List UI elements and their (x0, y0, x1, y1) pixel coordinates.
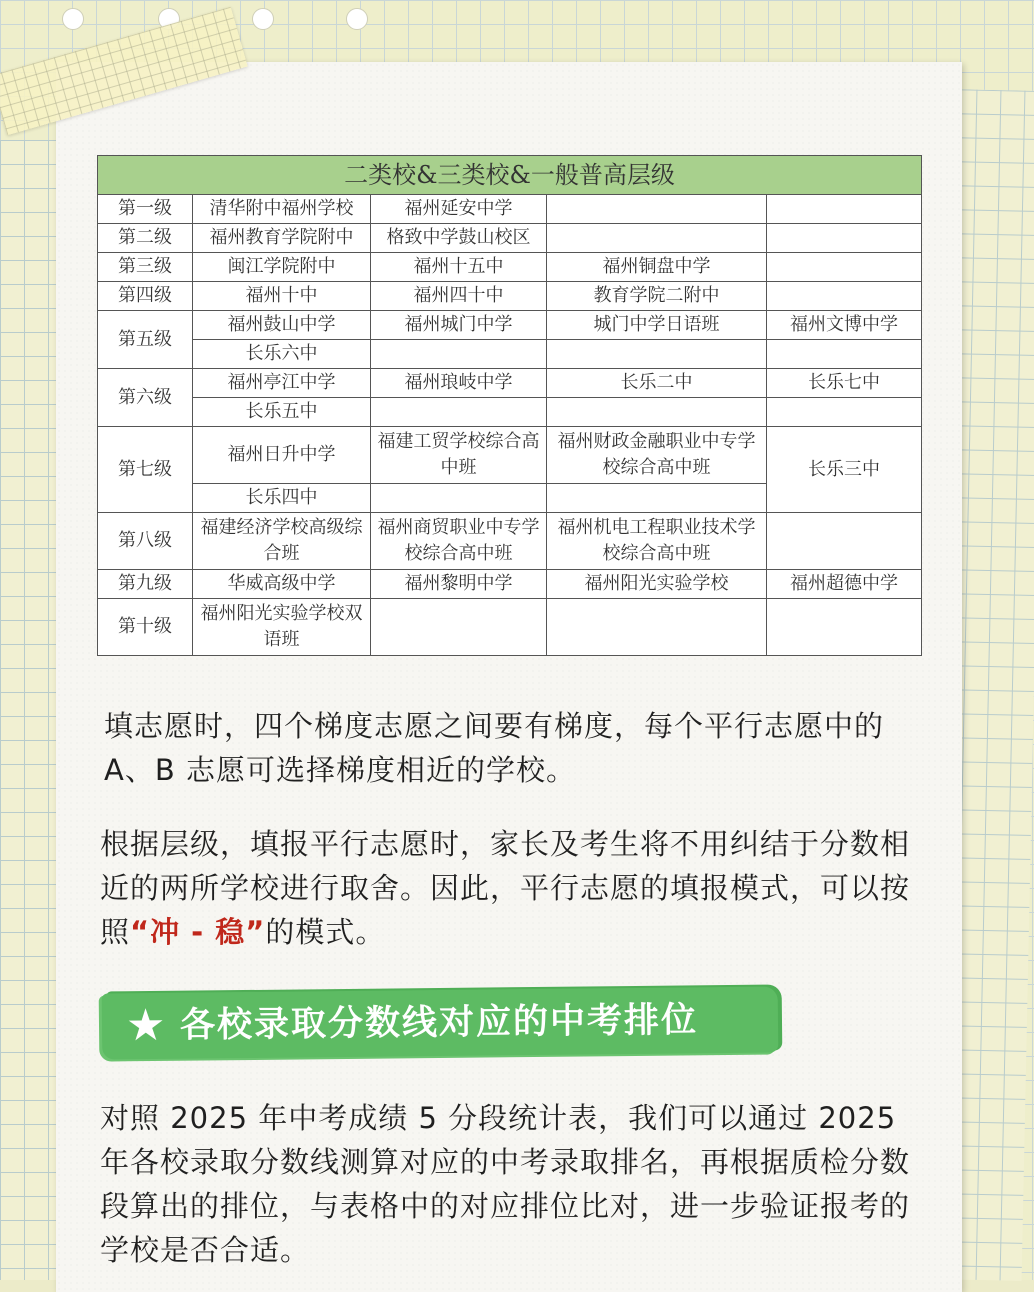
school-cell: 闽江学院附中 (193, 253, 371, 282)
school-cell (547, 398, 767, 427)
table-row (98, 340, 922, 369)
table-row (98, 513, 922, 570)
table-row (98, 311, 922, 340)
table-row (98, 599, 922, 656)
school-cell (547, 484, 767, 513)
paragraph-ranking: 对照 2025 年中考成绩 5 分段统计表，我们可以通过 2025 年各校录取分数线测算对应的中考录取排名，再根据质检分数段算出的排位，与表格中的对应排位比对，进一步验证报考的学校是否合适。 (100, 1101, 911, 1267)
school-cell: 福州财政金融职业中专学校综合高中班 (547, 427, 767, 484)
school-cell (767, 340, 922, 369)
level-label: 第十级 (98, 599, 193, 656)
school-cell: 长乐四中 (193, 484, 371, 513)
school-cell: 福州教育学院附中 (193, 224, 371, 253)
binder-holes (40, 0, 440, 40)
binder-hole (346, 8, 368, 30)
level-label: 第五级 (98, 311, 193, 369)
school-cell: 福州十中 (193, 282, 371, 311)
school-cell (547, 224, 767, 253)
school-cell: 福州琅岐中学 (371, 369, 547, 398)
school-cell: 华威高级中学 (193, 570, 371, 599)
school-cell (371, 484, 547, 513)
school-cell: 福州日升中学 (193, 427, 371, 484)
table-row (98, 398, 922, 427)
binder-hole (62, 8, 84, 30)
section-title: 各校录取分数线对应的中考排位 (179, 1000, 699, 1046)
school-cell (547, 195, 767, 224)
school-cell: 福州阳光实验学校双语班 (193, 599, 371, 656)
school-cell: 福州阳光实验学校 (547, 570, 767, 599)
school-cell: 福州亭江中学 (193, 369, 371, 398)
section-heading-banner (102, 986, 779, 1059)
school-cell: 福州鼓山中学 (193, 311, 371, 340)
star-icon: ★ (125, 999, 166, 1052)
school-cell (371, 340, 547, 369)
school-cell: 长乐三中 (767, 427, 922, 513)
school-cell: 长乐五中 (193, 398, 371, 427)
school-cell: 福州十五中 (371, 253, 547, 282)
school-cell: 福州黎明中学 (371, 570, 547, 599)
school-cell: 长乐六中 (193, 340, 371, 369)
paragraph-strategy-text: 根据层级，填报平行志愿时，家长及考生将不用纠结于分数相近的两所学校进行取舍。因此，平行志愿的填报模式，可以按照 (100, 827, 911, 949)
school-cell: 福州机电工程职业技术学校综合高中班 (547, 513, 767, 570)
level-label: 第六级 (98, 369, 193, 427)
school-cell (767, 398, 922, 427)
table-row (98, 570, 922, 599)
school-cell: 福州城门中学 (371, 311, 547, 340)
level-label: 第三级 (98, 253, 193, 282)
school-cell (767, 599, 922, 656)
level-label: 第八级 (98, 513, 193, 570)
school-cell: 福建工贸学校综合高中班 (371, 427, 547, 484)
school-level-table (97, 155, 922, 656)
school-cell (371, 599, 547, 656)
binder-hole (252, 8, 274, 30)
school-cell: 福州铜盘中学 (547, 253, 767, 282)
level-label: 第二级 (98, 224, 193, 253)
school-cell: 清华附中福州学校 (193, 195, 371, 224)
school-cell: 长乐二中 (547, 369, 767, 398)
paragraph-choice-tips: 填志愿时，四个梯度志愿之间要有梯度，每个平行志愿中的 A、B 志愿可选择梯度相近的学校。 (104, 709, 885, 787)
school-cell: 教育学院二附中 (547, 282, 767, 311)
table-row (98, 282, 922, 311)
school-cell: 福州四十中 (371, 282, 547, 311)
table-row (98, 224, 922, 253)
level-label: 第一级 (98, 195, 193, 224)
school-cell (767, 224, 922, 253)
level-label: 第七级 (98, 427, 193, 513)
level-label: 第四级 (98, 282, 193, 311)
school-cell: 福建经济学校高级综合班 (193, 513, 371, 570)
school-cell (767, 253, 922, 282)
table-title: 二类校&三类校&一般普高层级 (98, 156, 922, 195)
school-cell (767, 195, 922, 224)
school-cell: 福州商贸职业中专学校综合高中班 (371, 513, 547, 570)
school-cell: 长乐七中 (767, 369, 922, 398)
table-row (98, 253, 922, 282)
level-label: 第九级 (98, 570, 193, 599)
table-row (98, 369, 922, 398)
school-cell (547, 599, 767, 656)
school-cell: 福州超德中学 (767, 570, 922, 599)
emphasis-text: “冲 - 稳” (130, 915, 266, 949)
school-cell (547, 340, 767, 369)
school-cell (371, 398, 547, 427)
school-cell (767, 513, 922, 570)
school-cell: 格致中学鼓山校区 (371, 224, 547, 253)
table-row (98, 427, 922, 484)
school-cell (767, 282, 922, 311)
school-cell: 福州文博中学 (767, 311, 922, 340)
paragraph-strategy (100, 822, 915, 954)
paragraph-strategy-tail: 的模式。 (265, 915, 386, 949)
table-row (98, 195, 922, 224)
school-cell: 福州延安中学 (371, 195, 547, 224)
grid-paper-left-sheet (0, 140, 60, 1280)
school-cell: 城门中学日语班 (547, 311, 767, 340)
